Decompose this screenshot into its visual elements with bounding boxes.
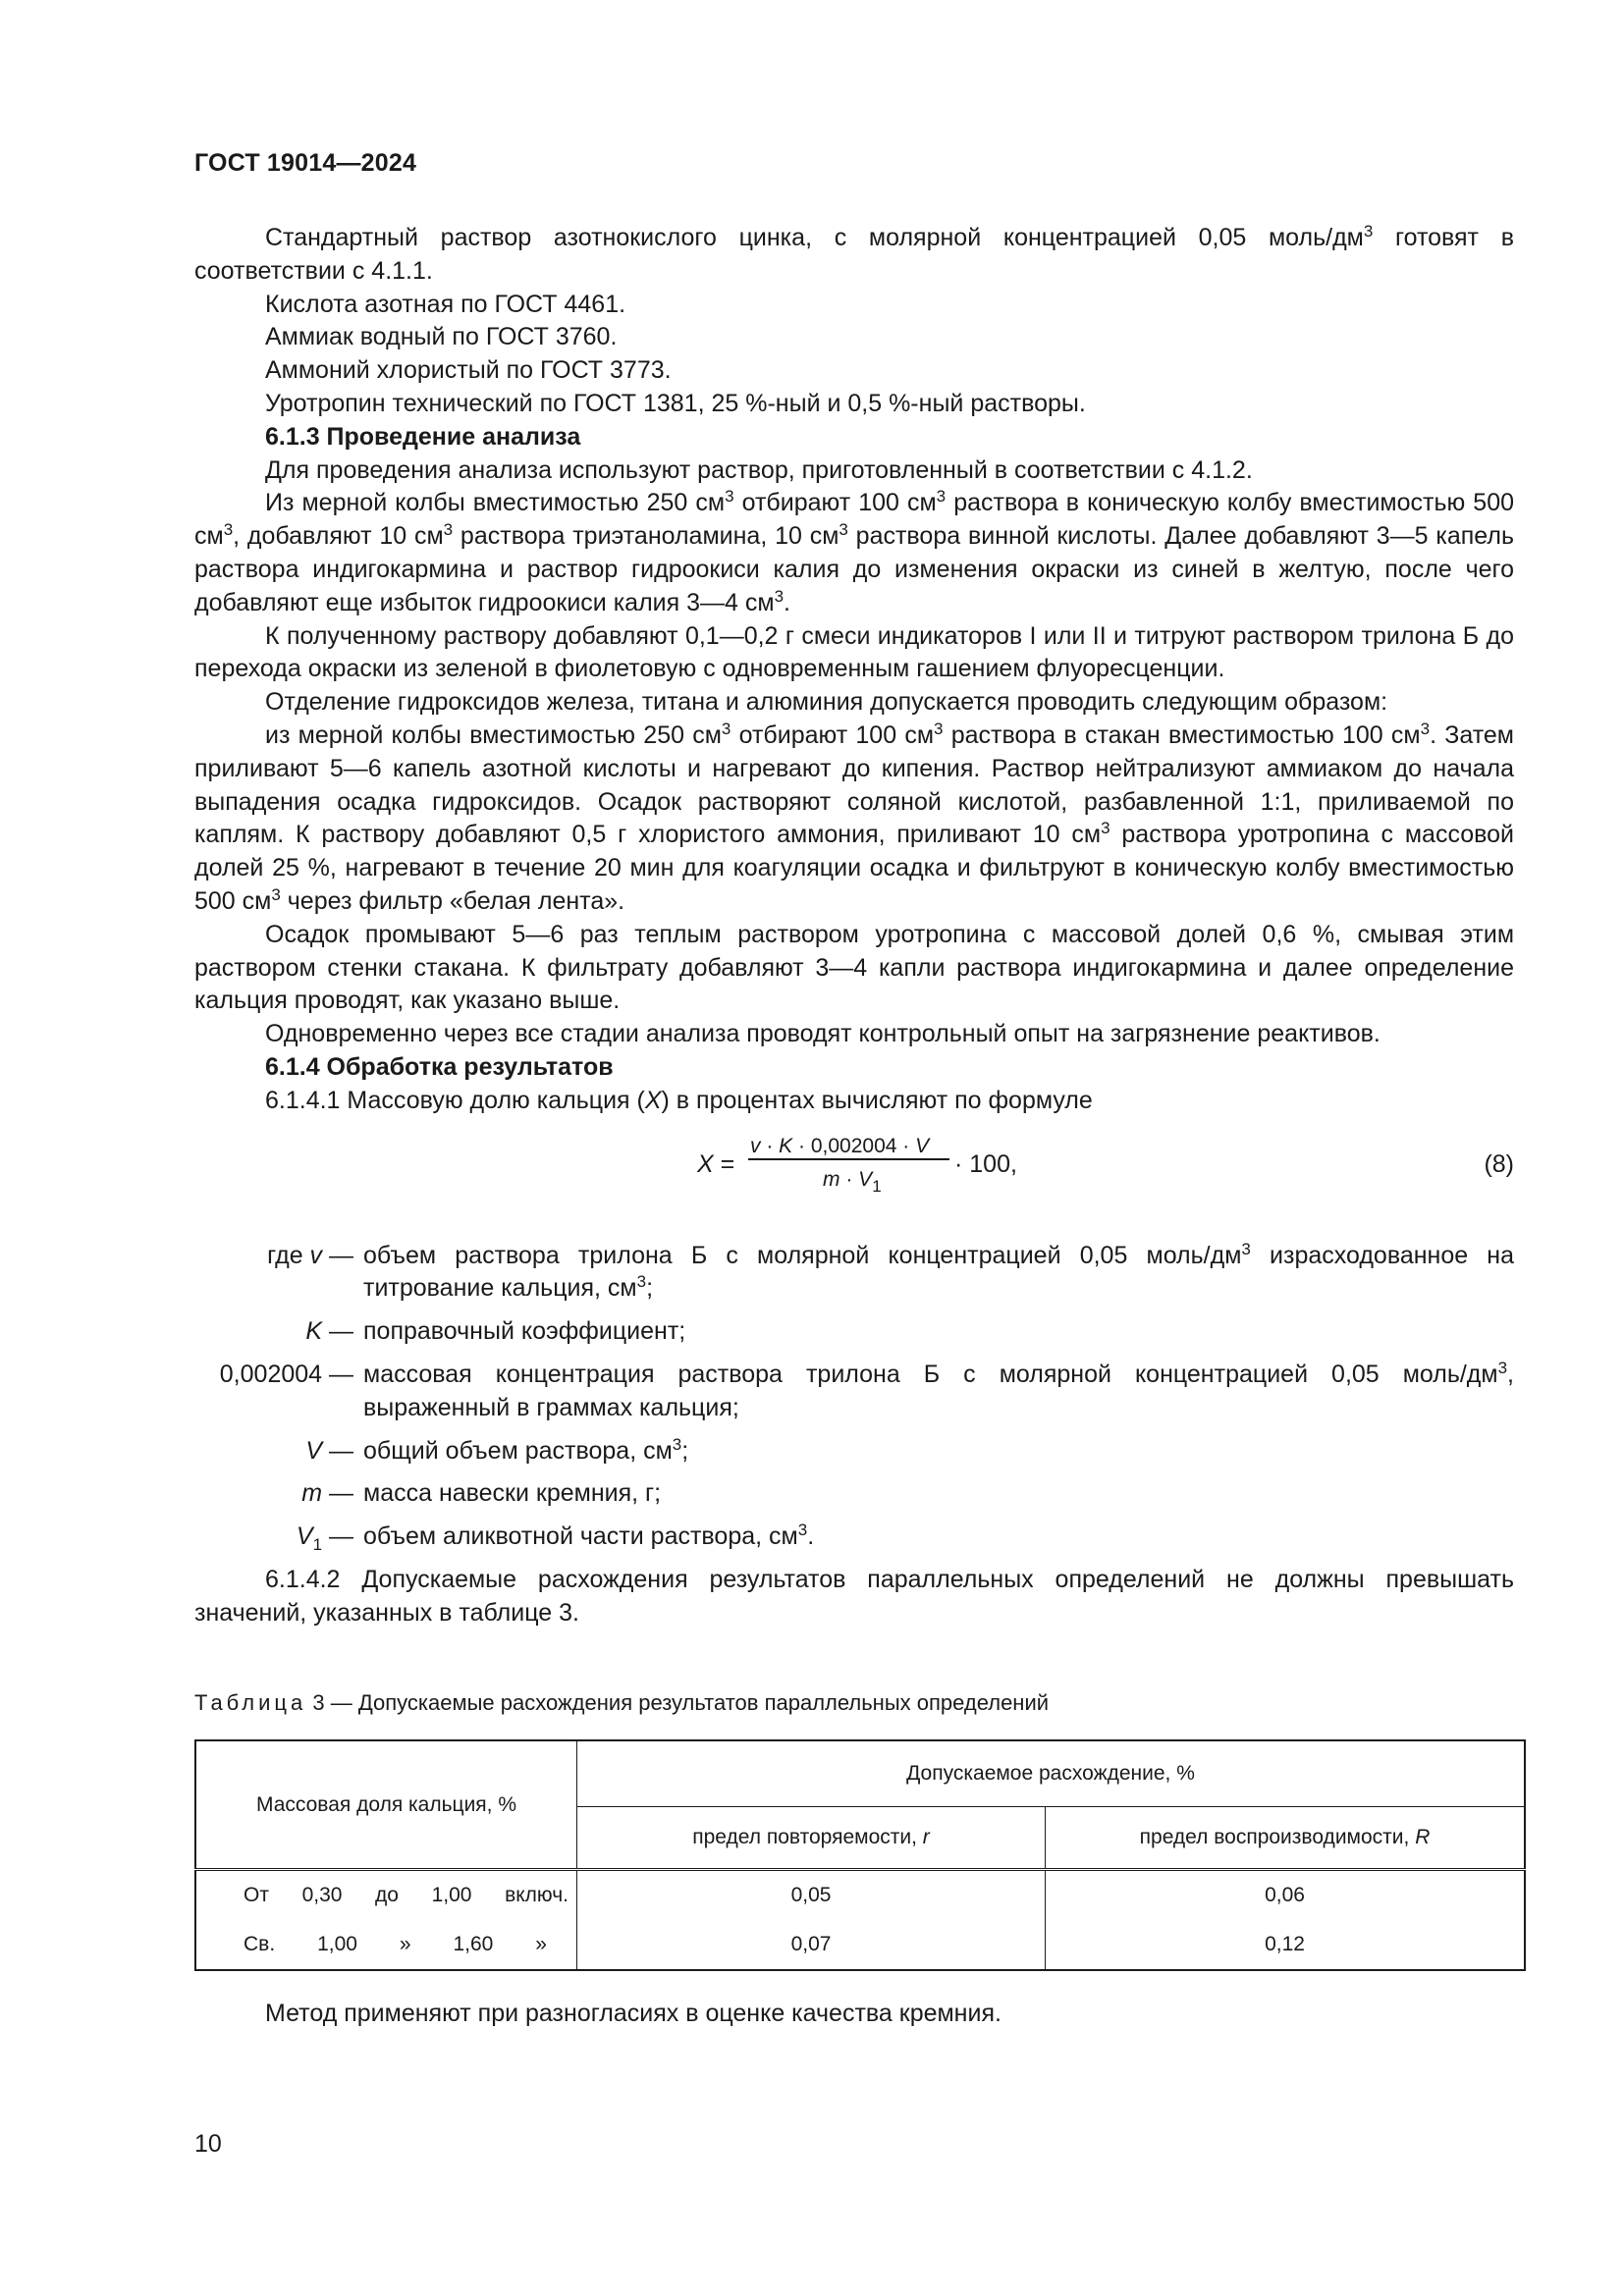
col-header-mass-fraction: Массовая доля кальция, % [195,1740,577,1870]
paragraph: Стандартный раствор азотнокислого цинка, с молярной концентрацией 0,05 моль/$дм^3$ готовят в соответствии с 4.1.1. [194,222,1514,285]
definition-item: 0,002004 — массовая концентрация раствора трилона Б с молярной концентрацией 0,05 моль/$дм^3$, выраженный в граммах кальция; [219,1358,1514,1421]
definition-item: V — общий объем раствора, $см^3$; [305,1434,689,1465]
formula-tail: · 100, [954,1149,1017,1178]
definition-item: m — масса навески кремния, г; [301,1479,662,1508]
section-heading-6-1-3: 6.1.3 Проведение анализа [265,422,581,451]
group-header-tolerance: Допускаемое расхождение, % [577,1740,1526,1807]
formula-lhs: X = [697,1149,735,1178]
definition-item: K — поправочный коэффициент; [305,1317,686,1346]
formula-denominator: $m \cdot V_1$ [823,1167,882,1196]
paragraph: Кислота азотная по ГОСТ 4461. [265,290,626,318]
paragraph: Из мерной колбы вместимостью 250 $см^3$ отбирают 100 $см^3$ раствора в коническую колбу вместимостью 500 $см^3$, добавляют 10 $см^3$ раствора триэтаноламина, 10 $см^3$ раствора винной кислоты. Далее добавляют 3—5 капель раствора индигокармина и раствор гидроокиси калия до изменения окраски из синей в желтую, после чего добавляют еще избыток гидроокиси калия 3—4 $см^3$. [194,487,1514,616]
definition-item: где v — объем раствора трилона Б с молярной концентрацией 0,05 моль/$дм^3$ израсходованное на титрование кальция, $см^3$; [267,1239,1515,1303]
table-caption: Таблица 3 — Допускаемые расхождения результатов параллельных определений [194,1690,1050,1715]
paragraph: Одновременно через все стадии анализа проводят контрольный опыт на загрязнение реактивов. [265,1020,1380,1048]
fraction-line [748,1158,949,1160]
definition-item: $V_1$ — объем аликвотной части раствора, $см^3$. [296,1521,815,1555]
paragraph: из мерной колбы вместимостью 250 $см^3$ отбирают 100 $см^3$ раствора в стакан вместимостью 100 $см^3$. Затем приливают 5—6 капель азотной кислоты и нагревают до кипения. Раствор нейтрализуют аммиаком до начала выпадения осадка гидроксидов. Осадок растворяют соляной кислотой, разбавленной 1:1, приливаемой по каплям. К раствору добавляют 0,5 г хлористого аммония, приливают 10 $см^3$ раствора уротропина с массовой долей 25 %, нагревают в течение 20 мин для коагуляции осадка и фильтруют в коническую колбу вместимостью 500 $см^3$ через фильтр «белая лента». [194,719,1514,915]
table-row: От 0,30 до 1,00 включ. 0,05 0,06 [195,1870,1525,1921]
paragraph: Для проведения анализа используют раствор, приготовленный в соответствии с 4.1.2. [265,455,1253,484]
standard-header: ГОСТ 19014—2024 [194,149,417,177]
paragraph: Осадок промывают 5—6 раз теплым раствором уротропина с массовой долей 0,6 %, смывая этим раствором стенки стакана. К фильтрату добавляют 3—4 капли раствора индигокармина и далее определение кальция проводят, как указано выше. [194,920,1514,1015]
page-number: 10 [194,2130,222,2158]
definitions-list [194,1240,1514,1554]
formula-8 [194,1128,1514,1224]
paragraph: Аммоний хлористый по ГОСТ 3773. [265,356,672,385]
paragraph: Аммиак водный по ГОСТ 3760. [265,323,618,351]
col-header-repeatability: предел повторяемости, r [577,1807,1046,1870]
section-heading-6-1-4: 6.1.4 Обработка результатов [265,1052,614,1081]
paragraph: Уротропин технический по ГОСТ 1381, 25 %-ный и 0,5 %-ный растворы. [265,389,1086,417]
formula-number: (8) [1484,1149,1514,1178]
paragraph: 6.1.4.2 Допускаемые расхождения результатов параллельных определений не должны превышать значений, указанных в таблице 3. [194,1565,1514,1627]
tolerance-table [194,1739,1526,1971]
after-table-paragraph: Метод применяют при разногласиях в оценке качества кремния. [265,2000,1001,2027]
paragraph: К полученному раствору добавляют 0,1—0,2 г смеси индикаторов I или II и титруют раствором трилона Б до перехода окраски из зеленой в фиолетовую с одновременным гашением флуоресценции. [194,621,1514,683]
paragraph: 6.1.4.1 Массовую долю кальция (X) в процентах вычисляют по формуле [265,1086,1093,1114]
document-page [194,0,1514,2296]
table-row: Св. 1,00 » 1,60 » 0,07 0,12 [195,1920,1525,1970]
body-text [194,222,1514,1629]
paragraph: Отделение гидроксидов железа, титана и алюминия допускается проводить следующим образом: [265,688,1388,717]
formula-numerator: v · K · 0,002004 · V [750,1134,930,1157]
col-header-reproducibility: предел воспроизводимости, R [1046,1807,1526,1870]
